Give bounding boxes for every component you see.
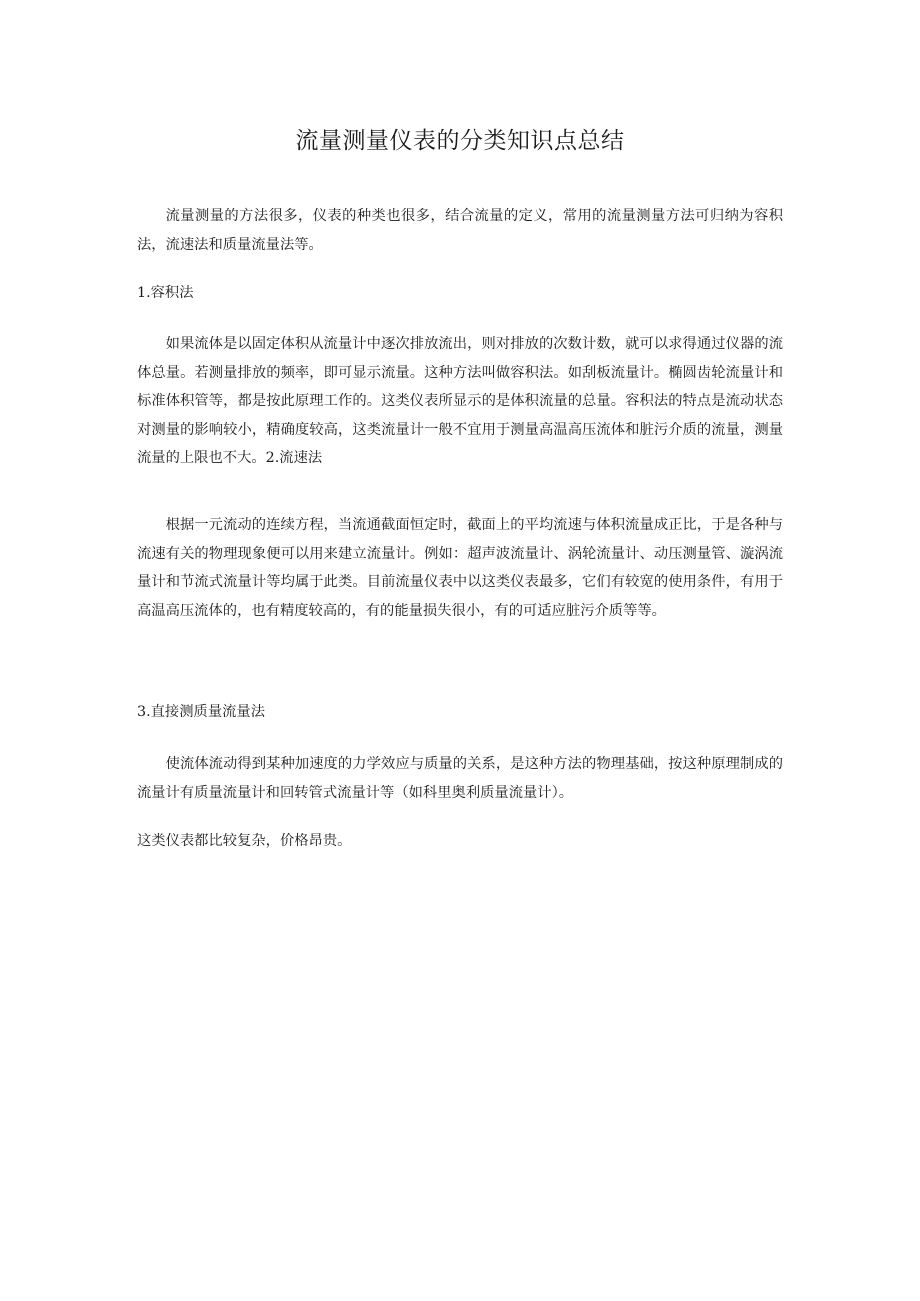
section-2-paragraph: 根据一元流动的连续方程，当流通截面恒定时，截面上的平均流速与体积流量成正比，于是各种与流速有关的物理现象便可以用来建立流量计。例如：超声波流量计、涡轮流量计、动压测量管、漩涡流量计和节流式流量计等均属于此类。目前流量仪表中以这类仪表最多，它们有较宽的使用条件，有用于高温高压流体的，也有精度较高的，有的能量损失很小，有的可适应脏污介质等等。 bbox=[137, 517, 783, 619]
section-1-heading: 1.容积法 bbox=[137, 285, 194, 301]
section-1-paragraph: 如果流体是以固定体积从流量计中逐次排放流出，则对排放的次数计数，就可以求得通过仪器的流体总量。若测量排放的频率，即可显示流量。这种方法叫做容积法。如刮板流量计。椭圆齿轮流量计和标准体积管等，都是按此原理工作的。这类仪表所显示的是体积流量的总量。容积法的特点是流动状态对测量的影响较小，精确度较高，这类流量计一般不宜用于测量高温高压流体和脏污介质的流量，测量流量的上限也不大。2.流速法 bbox=[137, 336, 783, 467]
section-3-heading: 3.直接测质量流量法 bbox=[137, 704, 266, 720]
document-title: 流量测量仪表的分类知识点总结 bbox=[295, 128, 625, 154]
closing-sentence: 这类仪表都比较复杂，价格昂贵。 bbox=[137, 833, 352, 849]
intro-paragraph: 流量测量的方法很多，仪表的种类也很多，结合流量的定义，常用的流量测量方法可归纳为容积法，流速法和质量流量法等。 bbox=[137, 208, 783, 253]
section-3-paragraph: 使流体流动得到某种加速度的力学效应与质量的关系，是这种方法的物理基础，按这种原理制成的流量计有质量流量计和回转管式流量计等（如科里奥利质量流量计）。 bbox=[137, 756, 783, 801]
